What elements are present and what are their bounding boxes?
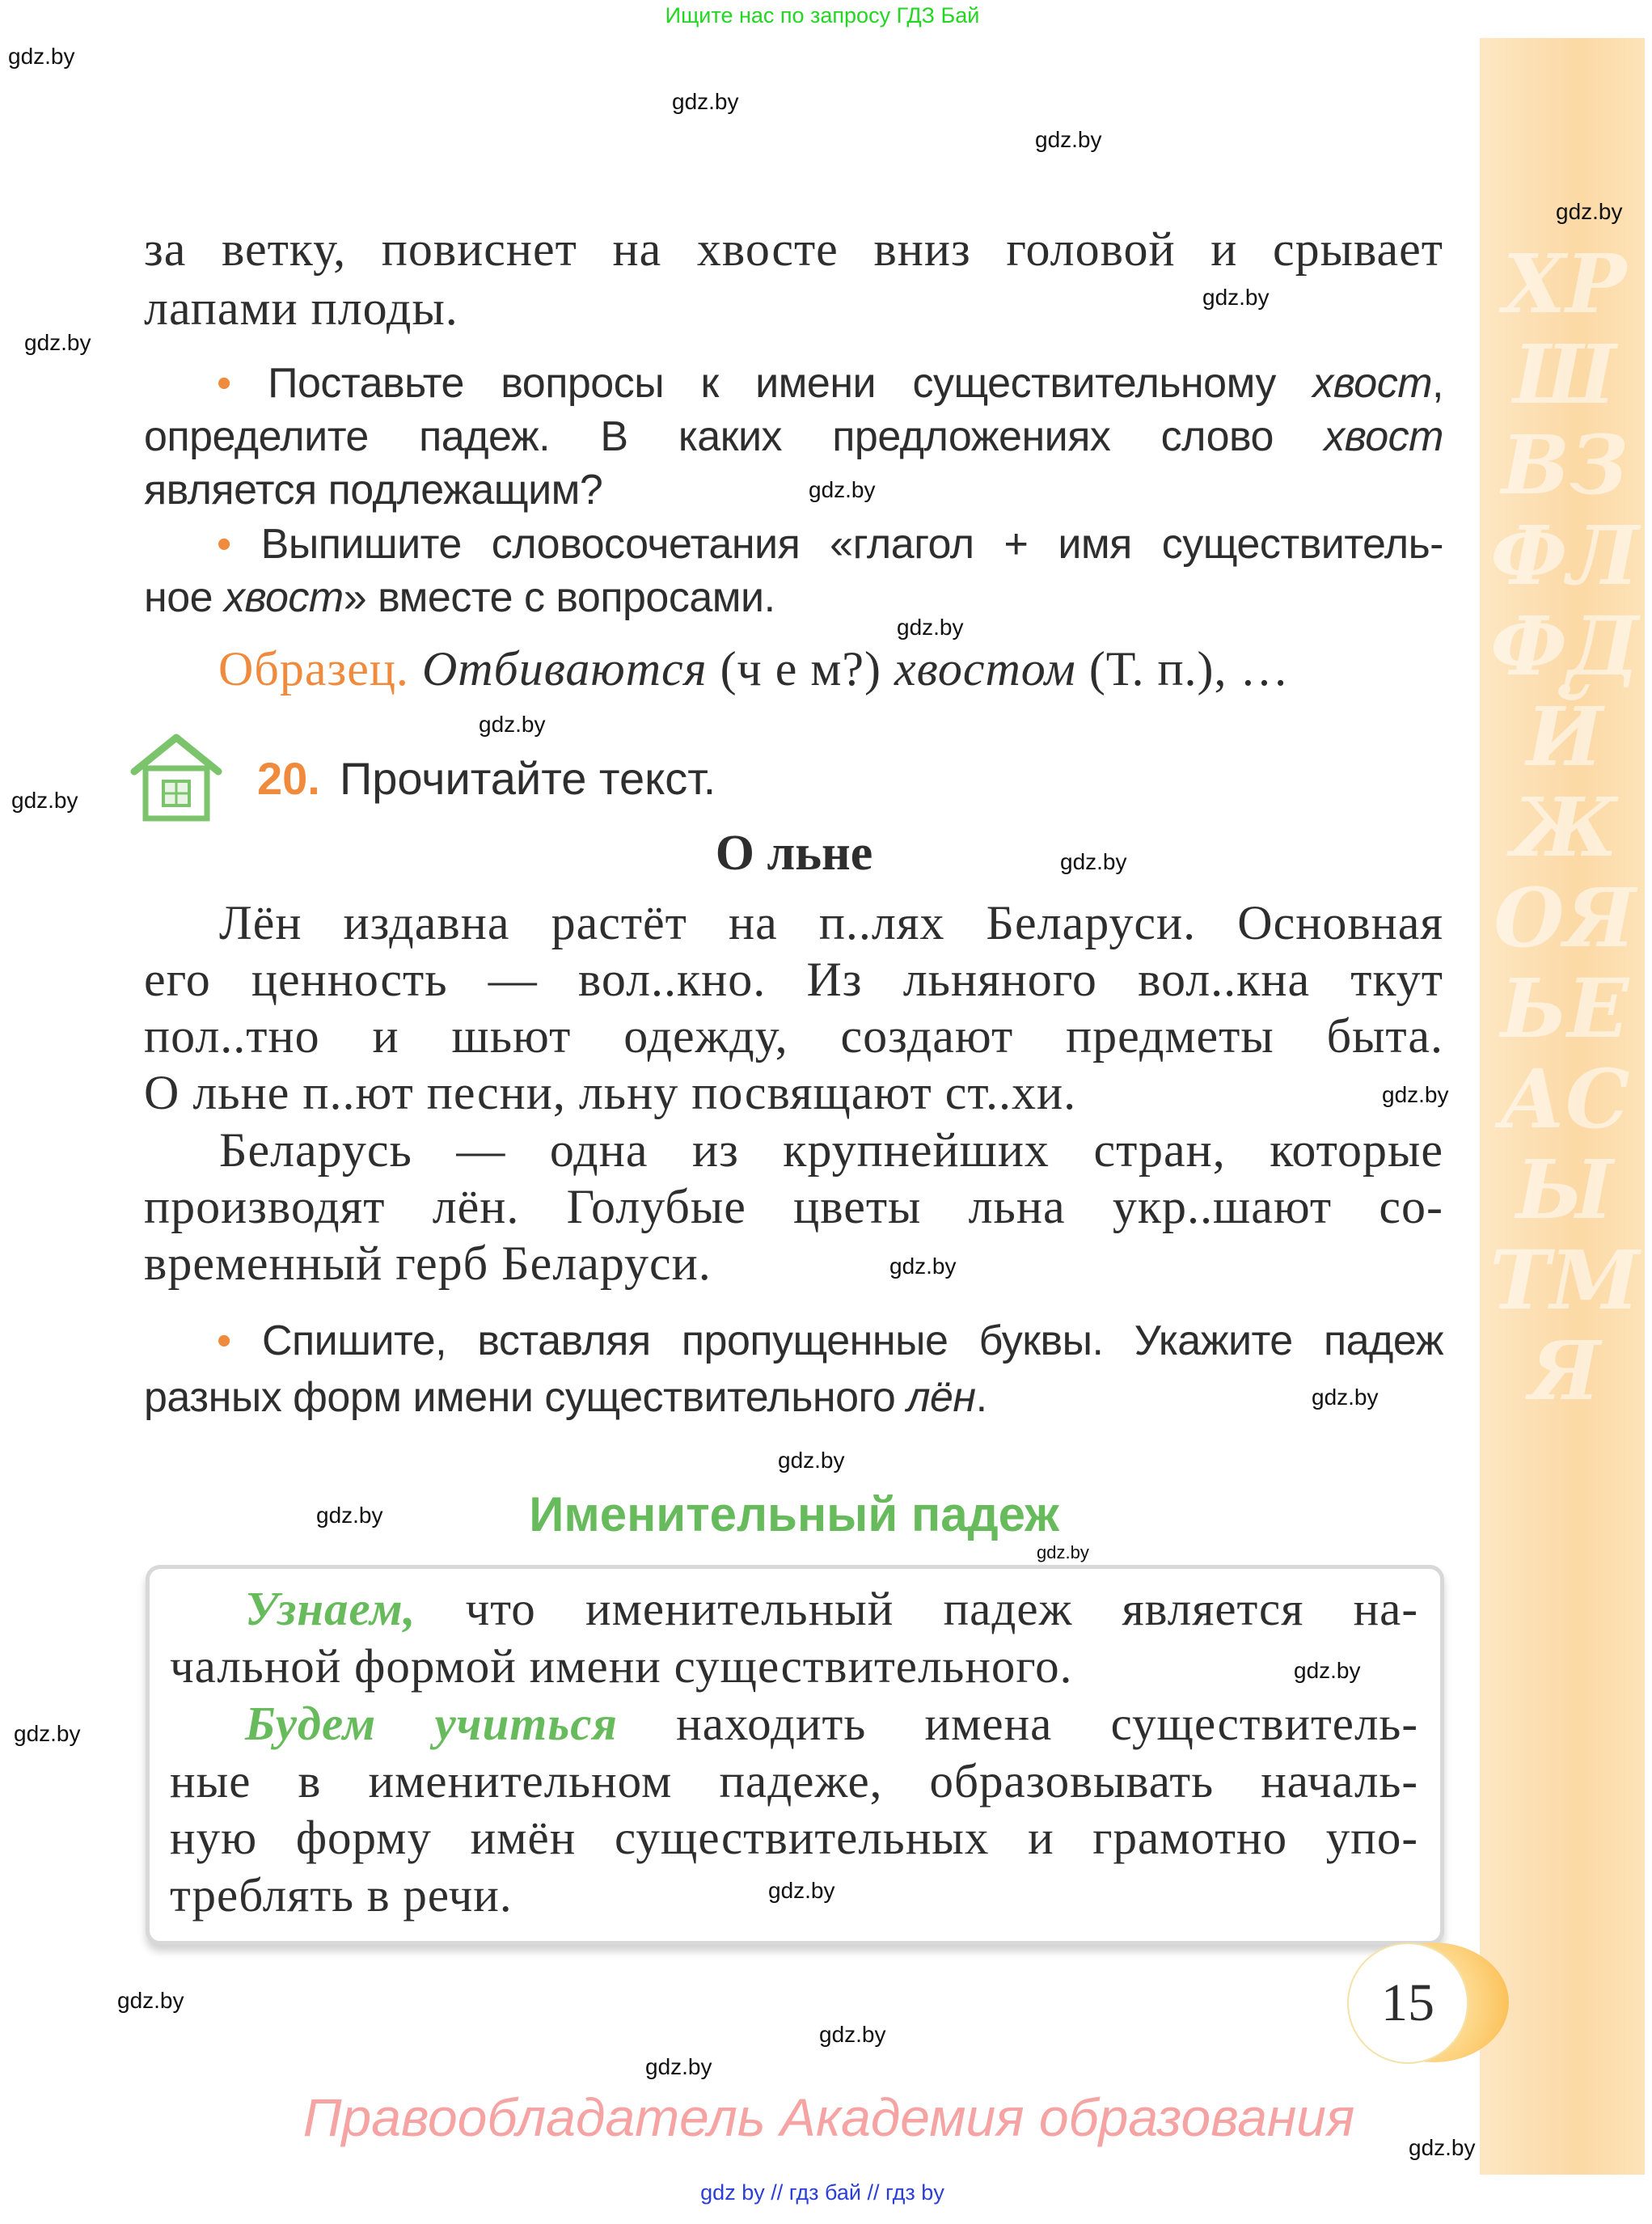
home-task-icon (129, 731, 223, 825)
sample-question: (ч е м?) (720, 642, 881, 696)
goal-line: треблять в речи. (170, 1868, 513, 1922)
link-gdz-by[interactable]: gdz by (700, 2180, 765, 2205)
watermark: gdz.by (14, 1721, 81, 1746)
task-word: хвост (1324, 413, 1443, 460)
goal-text: что именительный падеж является на- (416, 1582, 1418, 1635)
text-title: О льне (715, 826, 873, 881)
sample-word: хвостом (894, 642, 1076, 696)
text-line: его ценность — вол..кно. Из льняного вол..кна ткут (144, 953, 1443, 1006)
task-line: является подлежащим? (144, 467, 603, 514)
text-line: временный герб Беларуси. (144, 1237, 712, 1290)
task-text: Выпишите словосочетания «глагол + имя существитель- (260, 521, 1443, 568)
top-search-note: Ищите нас по запросу ГДЗ Бай (665, 3, 980, 27)
watermark: gdz.by (897, 615, 964, 640)
watermark: gdz.by (672, 89, 739, 114)
text-line: пол..тно и шьют одежду, создают предметы быта. (144, 1009, 1443, 1063)
watermark: gdz.by (889, 1254, 957, 1279)
task-line (144, 520, 1444, 569)
watermark: gdz.by (1556, 199, 1623, 224)
exercise-number: 20. (257, 753, 320, 804)
task-word: лён (906, 1374, 976, 1421)
goal-line: чальной формой имени существительного. (170, 1639, 1073, 1693)
watermark: gdz.by (1202, 285, 1270, 310)
watermark: gdz.by (768, 1878, 835, 1903)
watermark: gdz.by (1382, 1082, 1449, 1107)
task-line (144, 1373, 1444, 1422)
study-label: Будем учиться (245, 1697, 618, 1750)
link-separator: // (771, 2180, 784, 2205)
task-text: . (975, 1374, 987, 1421)
goal-line: ную форму имён существительных и грамотно упо- (170, 1811, 1418, 1864)
sample-label: Образец. (218, 642, 409, 696)
goal-text: находить имена существитель- (617, 1697, 1418, 1750)
text-line: за ветку, повиснет на хвосте вниз головой и срывает (144, 222, 1443, 276)
watermark: gdz.by (1035, 127, 1102, 152)
sample-line (218, 641, 1444, 697)
watermark: gdz.by (24, 330, 91, 355)
bullet-icon: • (217, 360, 231, 407)
task-text: ное (144, 574, 225, 621)
task-word: хвост (224, 574, 344, 621)
watermark: gdz.by (1312, 1385, 1379, 1410)
watermark: gdz.by (316, 1503, 383, 1528)
watermark: gdz.by (809, 477, 876, 502)
task-line (144, 359, 1444, 408)
task-text: , (1432, 360, 1443, 407)
sample-word: Отбиваются (421, 642, 708, 696)
bottom-links (0, 2180, 1645, 2205)
watermark: gdz.by (1294, 1658, 1361, 1683)
goal-line (170, 1696, 1419, 1752)
watermark: gdz.by (778, 1448, 845, 1473)
task-line (144, 573, 1444, 622)
task-line (144, 412, 1444, 461)
watermark: gdz.by (8, 44, 75, 69)
text-line: лапами плоды. (144, 281, 458, 335)
bullet-icon: • (217, 1317, 231, 1364)
goal-line: ные в именительном падеже, образовывать началь- (170, 1754, 1418, 1808)
link-gdz-by-ru[interactable]: гдз by (885, 2180, 944, 2205)
sample-case: (Т. п.), … (1088, 642, 1290, 696)
watermark: gdz.by (819, 2022, 886, 2047)
task-text: Поставьте вопросы к имени существительному (268, 360, 1313, 407)
task-text: определите падеж. В каких предложениях слово (144, 413, 1325, 460)
bullet-icon: • (217, 521, 231, 568)
text-line: производят лён. Голубые цветы льна укр..шают со- (144, 1180, 1443, 1233)
task-text: разных форм имени существительного (144, 1374, 907, 1421)
sidebar-alphabet-letters: ХРШВЗФЛФДЙЖОЯЬЕАСЫТМЯ (1489, 236, 1640, 1419)
watermark: gdz.by (1060, 849, 1127, 874)
watermark: gdz.by (1037, 1542, 1089, 1562)
task-line (144, 1317, 1444, 1365)
task-word: хвост (1312, 360, 1433, 407)
watermark: gdz.by (117, 1988, 184, 2013)
text-line: Лён издавна растёт на п..лях Беларуси. Основная (219, 896, 1443, 949)
section-heading: Именительный падеж (529, 1487, 1059, 1541)
goal-line (170, 1581, 1419, 1637)
exercise-instruction: Прочитайте текст. (340, 753, 716, 804)
task-text: » вместе с вопросами. (343, 574, 775, 621)
link-separator: // (867, 2180, 880, 2205)
page-number: 15 (1347, 1943, 1468, 2064)
learn-label: Узнаем, (245, 1582, 416, 1635)
task-text: Спишите, вставляя пропущенные буквы. Укажите падеж (261, 1317, 1443, 1364)
watermark: gdz.by (479, 712, 546, 737)
text-line: О льне п..ют песни, льну посвящают ст..хи. (144, 1066, 1077, 1119)
watermark: gdz.by (1409, 2135, 1476, 2160)
watermark: gdz.by (645, 2054, 712, 2079)
watermark: gdz.by (11, 788, 78, 813)
text-line: Беларусь — одна из крупнейших стран, которые (219, 1123, 1443, 1177)
link-gdz-bai[interactable]: гдз бай (788, 2180, 861, 2205)
copyright-notice: Правообладатель Академия образования (302, 2087, 1355, 2147)
